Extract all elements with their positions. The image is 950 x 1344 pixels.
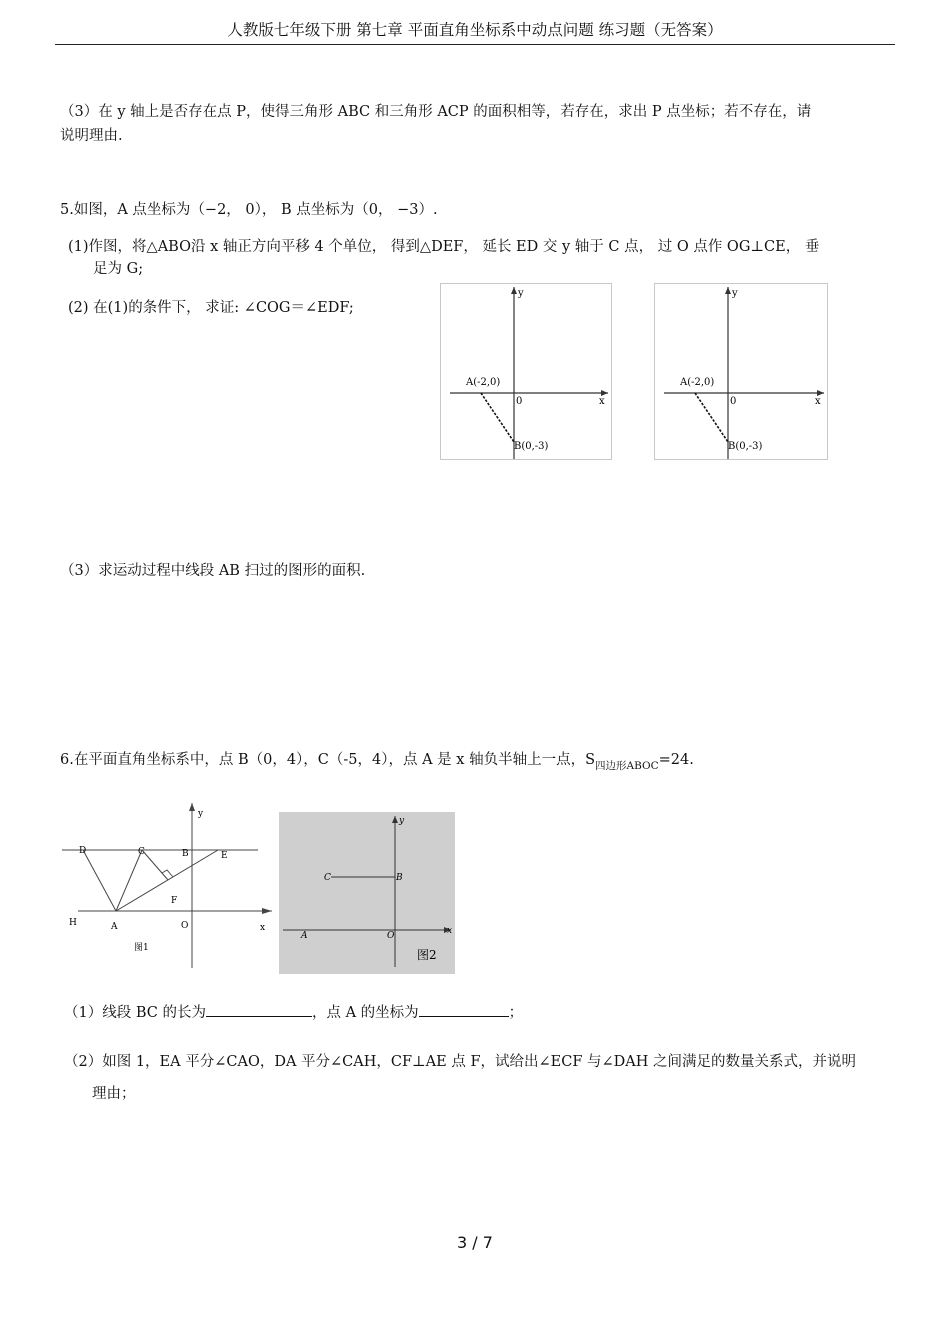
segment-ae	[116, 850, 218, 911]
segment-cf	[142, 850, 168, 880]
q5-part3: （3）求运动过程中线段 AB 扫过的图形的面积.	[60, 563, 366, 579]
fig1-x-label: x	[260, 923, 266, 933]
fig2-c-label: C	[324, 873, 331, 883]
y-label: y	[732, 288, 738, 299]
fig1-c-label: C	[138, 847, 145, 857]
q6-stem-suffix: =24.	[658, 752, 694, 768]
q5-part1-line1: (1)作图，将△ABO沿 x 轴正方向平移 4 个单位， 得到△DEF， 延长 ED 交 y 轴于 C 点， 过 O 点作 OG⊥CE， 垂	[68, 239, 820, 255]
point-b-label: B(0,-3)	[514, 441, 549, 452]
fig2-x-label: x	[447, 926, 453, 936]
answer-blank-point-a[interactable]	[419, 1002, 509, 1017]
q6-stem	[60, 749, 694, 772]
q5-part1-line2: 足为 G;	[93, 261, 144, 277]
q5-figure-right	[654, 283, 828, 460]
q6-part1-end: ；	[508, 1005, 524, 1021]
y-label: y	[518, 288, 524, 299]
fig2-o-label: O	[387, 931, 395, 941]
figure-frame	[441, 284, 612, 460]
figure-frame	[655, 284, 828, 460]
answer-blank-bc-length[interactable]	[206, 1002, 312, 1017]
fig2-caption: 图2	[417, 948, 437, 962]
fig1-b-label: B	[182, 849, 189, 859]
segment-ca	[116, 850, 142, 911]
document-header-title: 人教版七年级下册 第七章 平面直角坐标系中动点问题 练习题（无答案）	[227, 21, 723, 39]
fig1-e-label: E	[221, 851, 228, 861]
q6-stem-text: 6.在平面直角坐标系中，点 B（0，4），C（-5，4），点 A 是 x 轴负半轴上一点，S	[60, 752, 596, 768]
right-angle-mark	[162, 870, 173, 877]
fig1-caption: 图1	[134, 943, 149, 953]
q5-part2: (2) 在(1)的条件下， 求证: ∠COG＝∠EDF;	[68, 300, 354, 316]
point-a-label: A(-2,0)	[466, 377, 501, 388]
q6-stem-subscript: 四边形ABOC	[595, 760, 659, 772]
q6-part2-line1: （2）如图 1，EA 平分∠CAO，DA 平分∠CAH，CF⊥AE 点 F，试给出∠ECF 与∠DAH 之间满足的数量关系式，并说明	[64, 1054, 857, 1070]
header-divider	[55, 44, 895, 45]
origin-label: 0	[730, 396, 737, 407]
q4-part3-line2: 说明理由.	[60, 128, 123, 144]
q5-stem: 5.如图，A 点坐标为（−2， 0）， B 点坐标为（0， −3）.	[60, 202, 438, 218]
q6-part1-mid: ，点 A 的坐标为	[311, 1005, 419, 1021]
q4-part3-line1: （3）在 y 轴上是否存在点 P，使得三角形 ABC 和三角形 ACP 的面积相等，若存在，求出 P 点坐标；若不存在，请	[60, 104, 812, 120]
q6-figure-1	[58, 800, 280, 972]
fig1-y-label: y	[198, 809, 204, 819]
page-number: 3 / 7	[457, 1233, 493, 1252]
q6-part2-line2: 理由；	[92, 1086, 136, 1102]
point-b-label: B(0,-3)	[728, 441, 763, 452]
x-label: x	[815, 396, 821, 407]
q6-figure-2	[279, 812, 455, 974]
x-axis-arrow	[262, 908, 272, 914]
segment-da	[83, 850, 116, 911]
q6-part1	[64, 1002, 523, 1024]
fig1-o-label: O	[181, 921, 189, 931]
fig1-f-label: F	[171, 896, 178, 906]
q5-figure-left	[440, 283, 612, 460]
fig2-a-label: A	[301, 931, 308, 941]
fig2-b-label: B	[396, 873, 403, 883]
fig2-y-label: y	[399, 816, 405, 826]
fig1-a-label: A	[111, 922, 118, 932]
fig1-h-label: H	[69, 918, 77, 928]
origin-label: 0	[516, 396, 523, 407]
q6-part1-prefix: （1）线段 BC 的长为	[64, 1005, 206, 1021]
fig1-d-label: D	[79, 846, 87, 856]
x-label: x	[599, 396, 605, 407]
point-a-label: A(-2,0)	[680, 377, 715, 388]
y-axis-arrow	[189, 803, 195, 811]
